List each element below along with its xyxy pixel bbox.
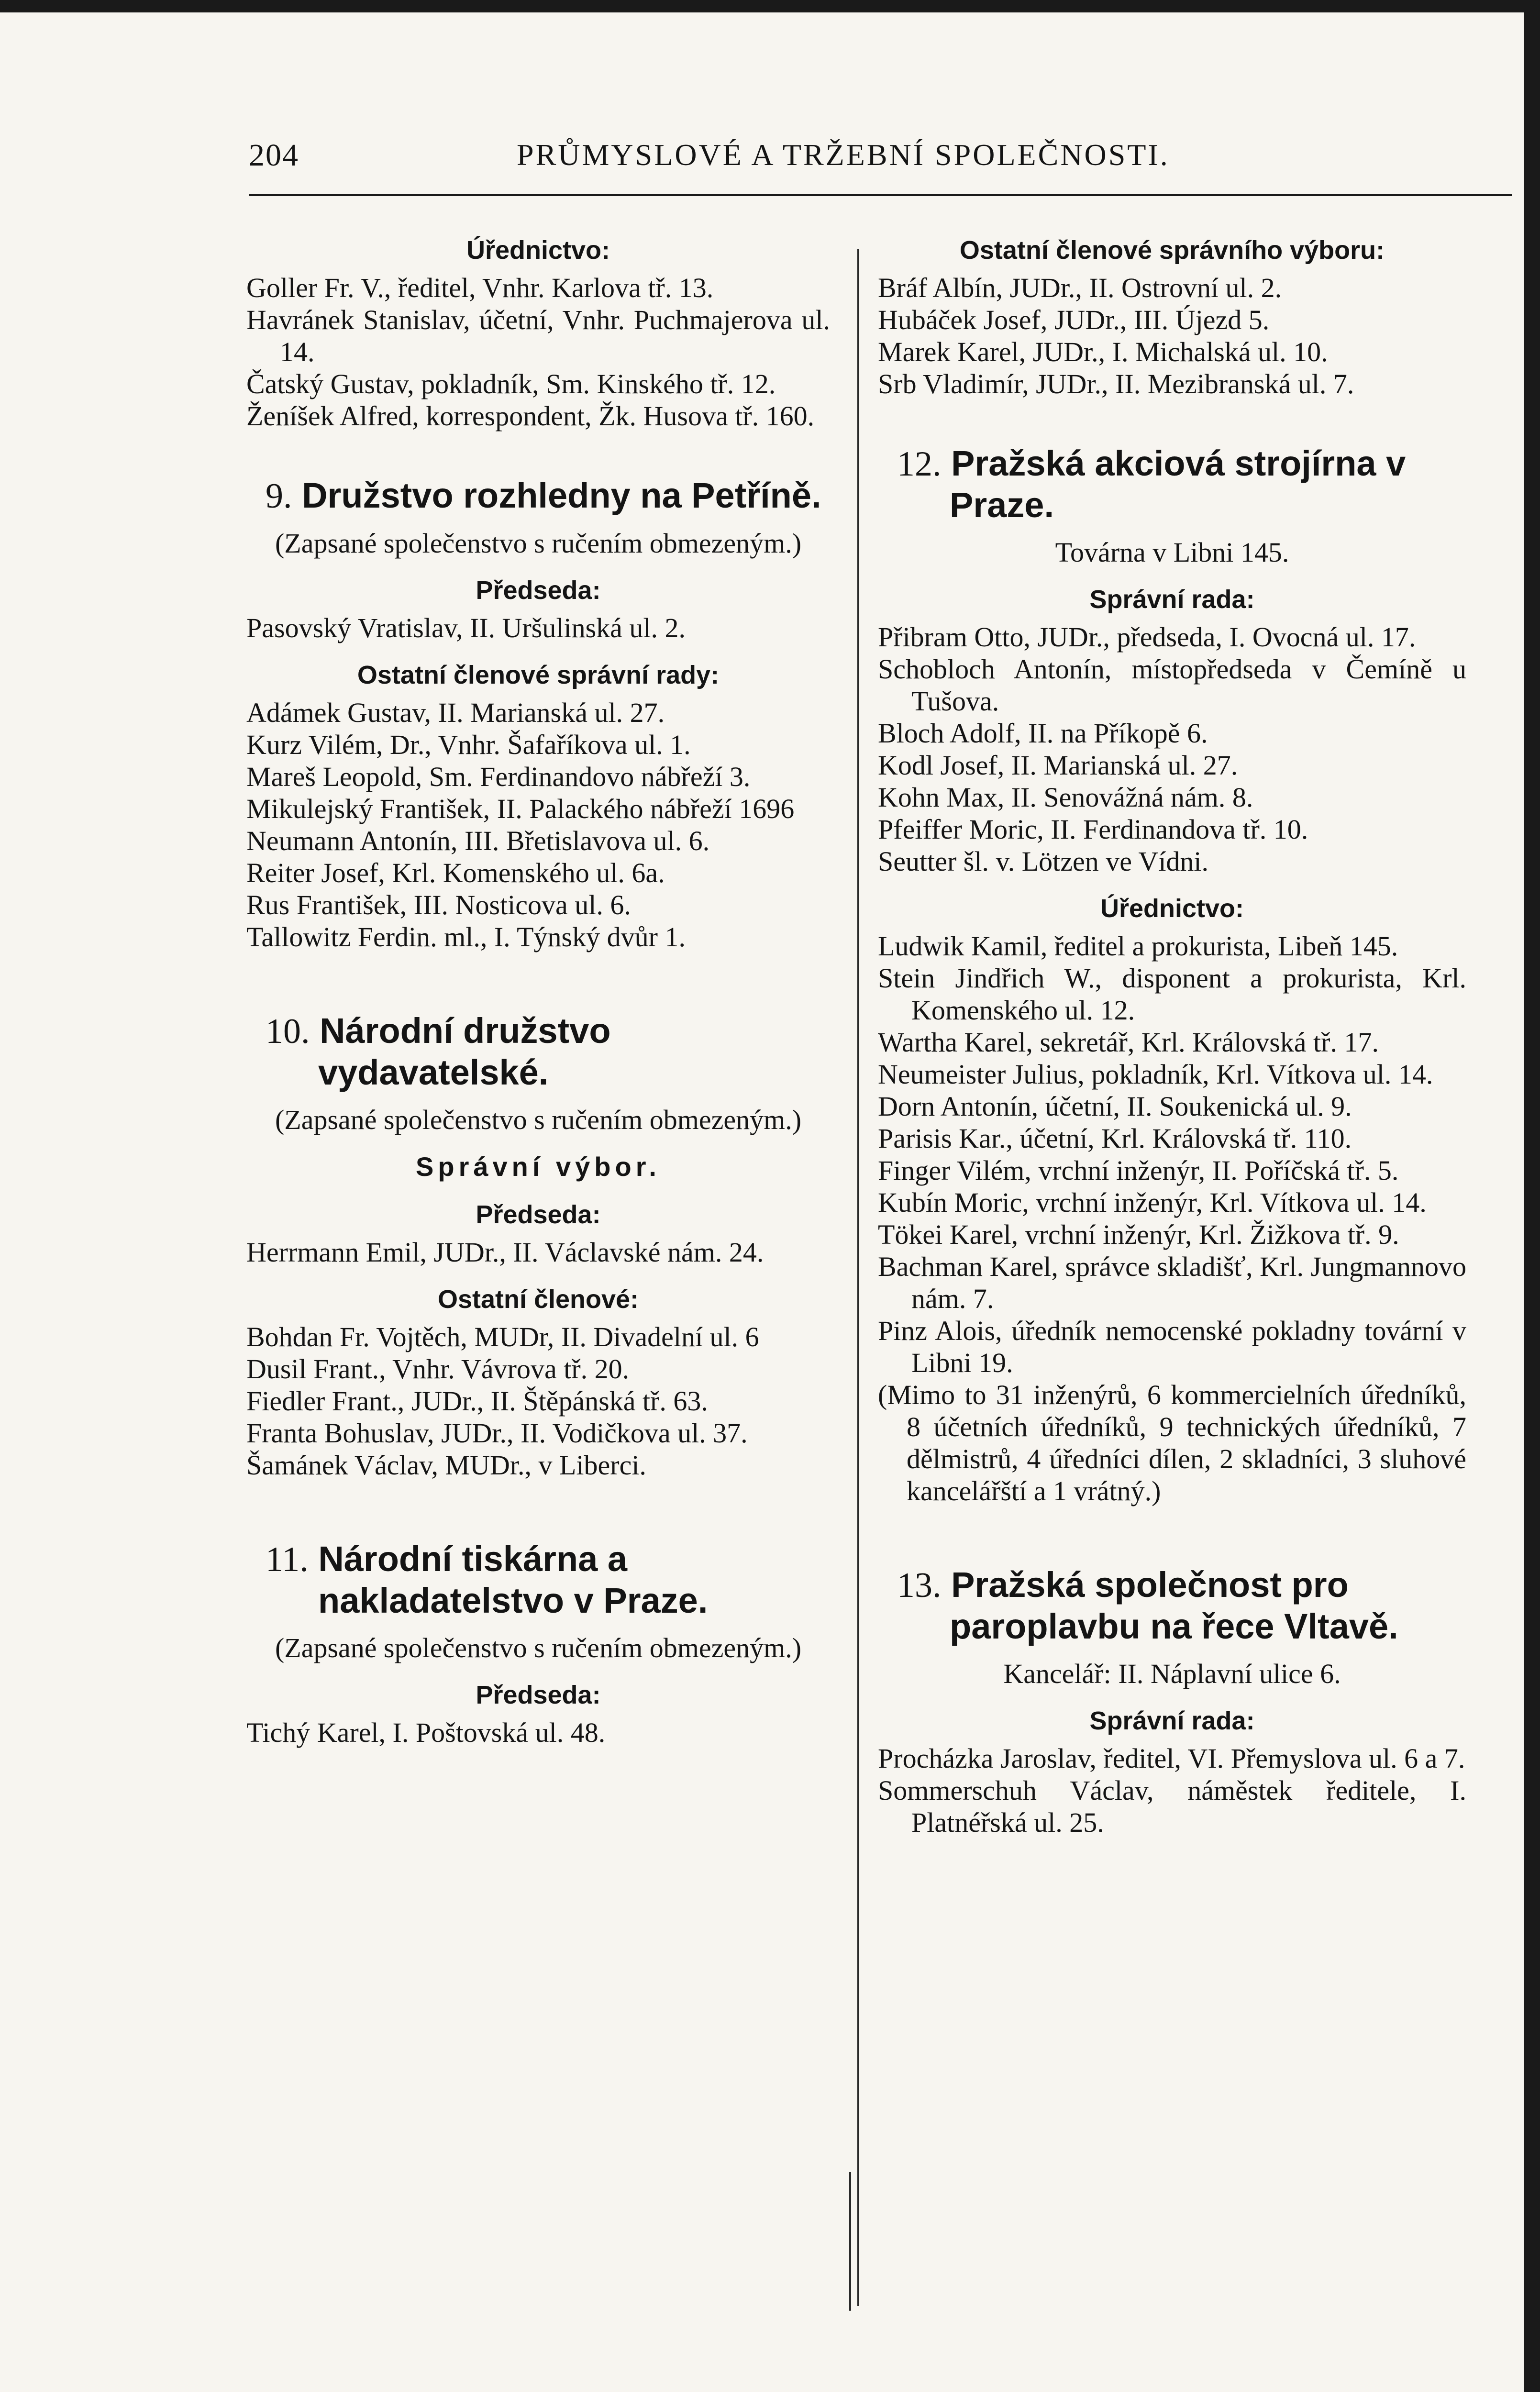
- list-item: Rus František, III. Nosticova ul. 6.: [246, 889, 631, 920]
- list-item: Tallowitz Ferdin. ml., I. Týnský dvůr 1.: [246, 921, 686, 952]
- list-item: Wartha Karel, sekretář, Krl. Královská tř. 17.: [878, 1027, 1379, 1058]
- section-title-text: Pražská akciová strojírna v Praze.: [950, 443, 1406, 525]
- list-item: Bachman Karel, správce skladišť, Krl. Jungmannovo nám. 7.: [878, 1251, 1466, 1314]
- heading-uradnictvo: Úřednictvo:: [466, 236, 610, 265]
- heading-ostatni-clenove: Ostatní členové správní rady:: [357, 661, 720, 689]
- list-item: Schobloch Antonín, místopředseda v Čemíně u Tušova.: [878, 653, 1466, 717]
- section-title-text: Pražská společnost pro paroplavbu na řece Vltavě.: [950, 1565, 1398, 1646]
- section-subtitle: Továrna v Libni 145.: [1055, 537, 1289, 568]
- spravni-rada-list: [878, 621, 1466, 877]
- list-item: Seutter šl. v. Lötzen ve Vídni.: [878, 846, 1209, 877]
- list-item: Stein Jindřich W., disponent a prokurista, Krl. Komenského ul. 12.: [878, 963, 1466, 1026]
- list-item: Kohn Max, II. Senovážná nám. 8.: [878, 782, 1253, 813]
- page-number: 204: [249, 138, 299, 173]
- uradnictvo-list: [878, 930, 1466, 1379]
- list-item: Mikulejský František, II. Palackého nábřeží 1696: [246, 793, 795, 824]
- uradnictvo-list: [246, 272, 830, 432]
- ostatni-vyboru-list: [878, 272, 1466, 400]
- list-item: Neumeister Julius, pokladník, Krl. Vítkova ul. 14.: [878, 1059, 1433, 1090]
- section-subtitle: (Zapsané společenstvo s ručením obmezeným.): [275, 1632, 802, 1663]
- list-item: Bráf Albín, JUDr., II. Ostrovní ul. 2.: [878, 272, 1282, 303]
- list-item: Mareš Leopold, Sm. Ferdinandovo nábřeží 3.: [246, 761, 751, 792]
- section-subtitle: Kancelář: II. Náplavní ulice 6.: [1003, 1658, 1341, 1689]
- list-item: Dusil Frant., Vnhr. Vávrova tř. 20.: [246, 1353, 630, 1384]
- section-title-10: [246, 1010, 830, 1093]
- spravni-rada-list: [878, 1742, 1466, 1838]
- running-header: [249, 136, 1512, 196]
- heading-ostatni-clenove: Ostatní členové:: [437, 1285, 639, 1314]
- heading-predseda: Předseda:: [476, 1200, 601, 1229]
- list-item: Kubín Moric, vrchní inženýr, Krl. Vítkova ul. 14.: [878, 1187, 1427, 1218]
- section-title-13: [878, 1564, 1466, 1647]
- list-item: Parisis Kar., účetní, Krl. Královská tř. 110.: [878, 1123, 1352, 1154]
- ostatni-list: [246, 697, 830, 953]
- section-number: 11.: [266, 1540, 309, 1579]
- section-number: 12.: [897, 444, 942, 484]
- list-item: Ženíšek Alfred, korrespondent, Žk. Husova tř. 160.: [246, 400, 815, 432]
- list-item: Marek Karel, JUDr., I. Michalská ul. 10.: [878, 336, 1328, 367]
- list-item: Pfeiffer Moric, II. Ferdinandova tř. 10.: [878, 814, 1308, 845]
- list-item: Čatský Gustav, pokladník, Sm. Kinského tř. 12.: [246, 368, 776, 399]
- heading-spravni-vybor: Správní výbor.: [416, 1152, 661, 1182]
- list-item: Sommerschuh Václav, náměstek ředitele, I. Platnéřská ul. 25.: [878, 1775, 1466, 1838]
- list-item: Havránek Stanislav, účetní, Vnhr. Puchmajerova ul. 14.: [246, 304, 830, 367]
- section-number: 9.: [266, 476, 292, 516]
- list-item: Reiter Josef, Krl. Komenského ul. 6a.: [246, 857, 665, 888]
- list-item: Goller Fr. V., ředitel, Vnhr. Karlova tř. 13.: [246, 272, 714, 303]
- list-item: Franta Bohuslav, JUDr., II. Vodičkova ul. 37.: [246, 1417, 748, 1449]
- list-item: Pinz Alois, úředník nemocenské pokladny tovární v Libni 19.: [878, 1315, 1466, 1378]
- section-subtitle: (Zapsané společenstvo s ručením obmezeným.): [275, 528, 802, 559]
- column-rule-lower: [849, 2172, 851, 2311]
- running-title: PRŮMYSLOVÉ A TRŽEBNÍ SPOLEČNOSTI.: [517, 138, 1170, 172]
- heading-spravni-rada: Správní rada:: [1089, 585, 1255, 614]
- list-item: Dorn Antonín, účetní, II. Soukenická ul. 9.: [878, 1091, 1352, 1122]
- list-item: Finger Vilém, vrchní inženýr, II. Poříčská tř. 5.: [878, 1155, 1399, 1186]
- list-item: Tichý Karel, I. Poštovská ul. 48.: [246, 1717, 606, 1748]
- section-number: 10.: [266, 1012, 310, 1051]
- section-subtitle: (Zapsané společenstvo s ručením obmezeným.): [275, 1104, 802, 1135]
- scan-edge-top: [0, 0, 1540, 12]
- ostatni-list: [246, 1321, 830, 1481]
- list-item: Pasovský Vratislav, II. Uršulinská ul. 2.: [246, 612, 686, 643]
- section-title-9: [246, 475, 830, 517]
- staff-note: (Mimo to 31 inženýrů, 6 kommercielních úředníků, 8 účetních úředníků, 9 technických úředníků, 7 dělmistrů, 4 úředníci dílen, 2 skladníci, 3 sluhové kancelářští a 1 vrátný.): [878, 1379, 1466, 1506]
- heading-predseda: Předseda:: [476, 576, 601, 605]
- left-column: [246, 233, 830, 1749]
- heading-uradnictvo: Úřednictvo:: [1100, 894, 1244, 923]
- list-item: Ludwik Kamil, ředitel a prokurista, Libeň 145.: [878, 930, 1398, 962]
- heading-spravni-rada: Správní rada:: [1089, 1706, 1255, 1735]
- list-item: Bohdan Fr. Vojtěch, MUDr, II. Divadelní ul. 6: [246, 1321, 759, 1352]
- section-title-text: Družstvo rozhledny na Petříně.: [302, 476, 821, 515]
- scan-edge-right: [1524, 0, 1540, 2392]
- heading-predseda: Předseda:: [476, 1681, 601, 1709]
- section-number: 13.: [897, 1566, 942, 1605]
- list-item: Neumann Antonín, III. Břetislavova ul. 6.: [246, 825, 710, 856]
- section-title-12: [878, 443, 1466, 526]
- section-title-text: Národní tiskárna a nakladatelstvo v Praze.: [318, 1539, 708, 1620]
- list-item: Srb Vladimír, JUDr., II. Mezibranská ul. 7.: [878, 368, 1354, 399]
- list-item: Kodl Josef, II. Marianská ul. 27.: [878, 750, 1238, 781]
- list-item: Přibram Otto, JUDr., předseda, I. Ovocná ul. 17.: [878, 621, 1416, 653]
- list-item: Šamánek Václav, MUDr., v Liberci.: [246, 1450, 646, 1481]
- section-title-11: [246, 1539, 830, 1621]
- list-item: Bloch Adolf, II. na Příkopě 6.: [878, 718, 1208, 749]
- list-item: Herrmann Emil, JUDr., II. Václavské nám. 24.: [246, 1237, 764, 1268]
- list-item: Fiedler Frant., JUDr., II. Štěpánská tř. 63.: [246, 1385, 708, 1417]
- heading-ostatni-vyboru: Ostatní členové správního výboru:: [959, 236, 1385, 265]
- list-item: Hubáček Josef, JUDr., III. Újezd 5.: [878, 304, 1270, 335]
- right-column: [878, 233, 1466, 1838]
- list-item: Kurz Vilém, Dr., Vnhr. Šafaříkova ul. 1.: [246, 729, 691, 760]
- section-title-text: Národní družstvo vydavatelské.: [318, 1011, 611, 1092]
- list-item: Tökei Karel, vrchní inženýr, Krl. Žižkova tř. 9.: [878, 1219, 1399, 1250]
- column-rule: [857, 249, 859, 2306]
- list-item: Procházka Jaroslav, ředitel, VI. Přemyslova ul. 6 a 7.: [878, 1743, 1465, 1774]
- list-item: Adámek Gustav, II. Marianská ul. 27.: [246, 697, 665, 728]
